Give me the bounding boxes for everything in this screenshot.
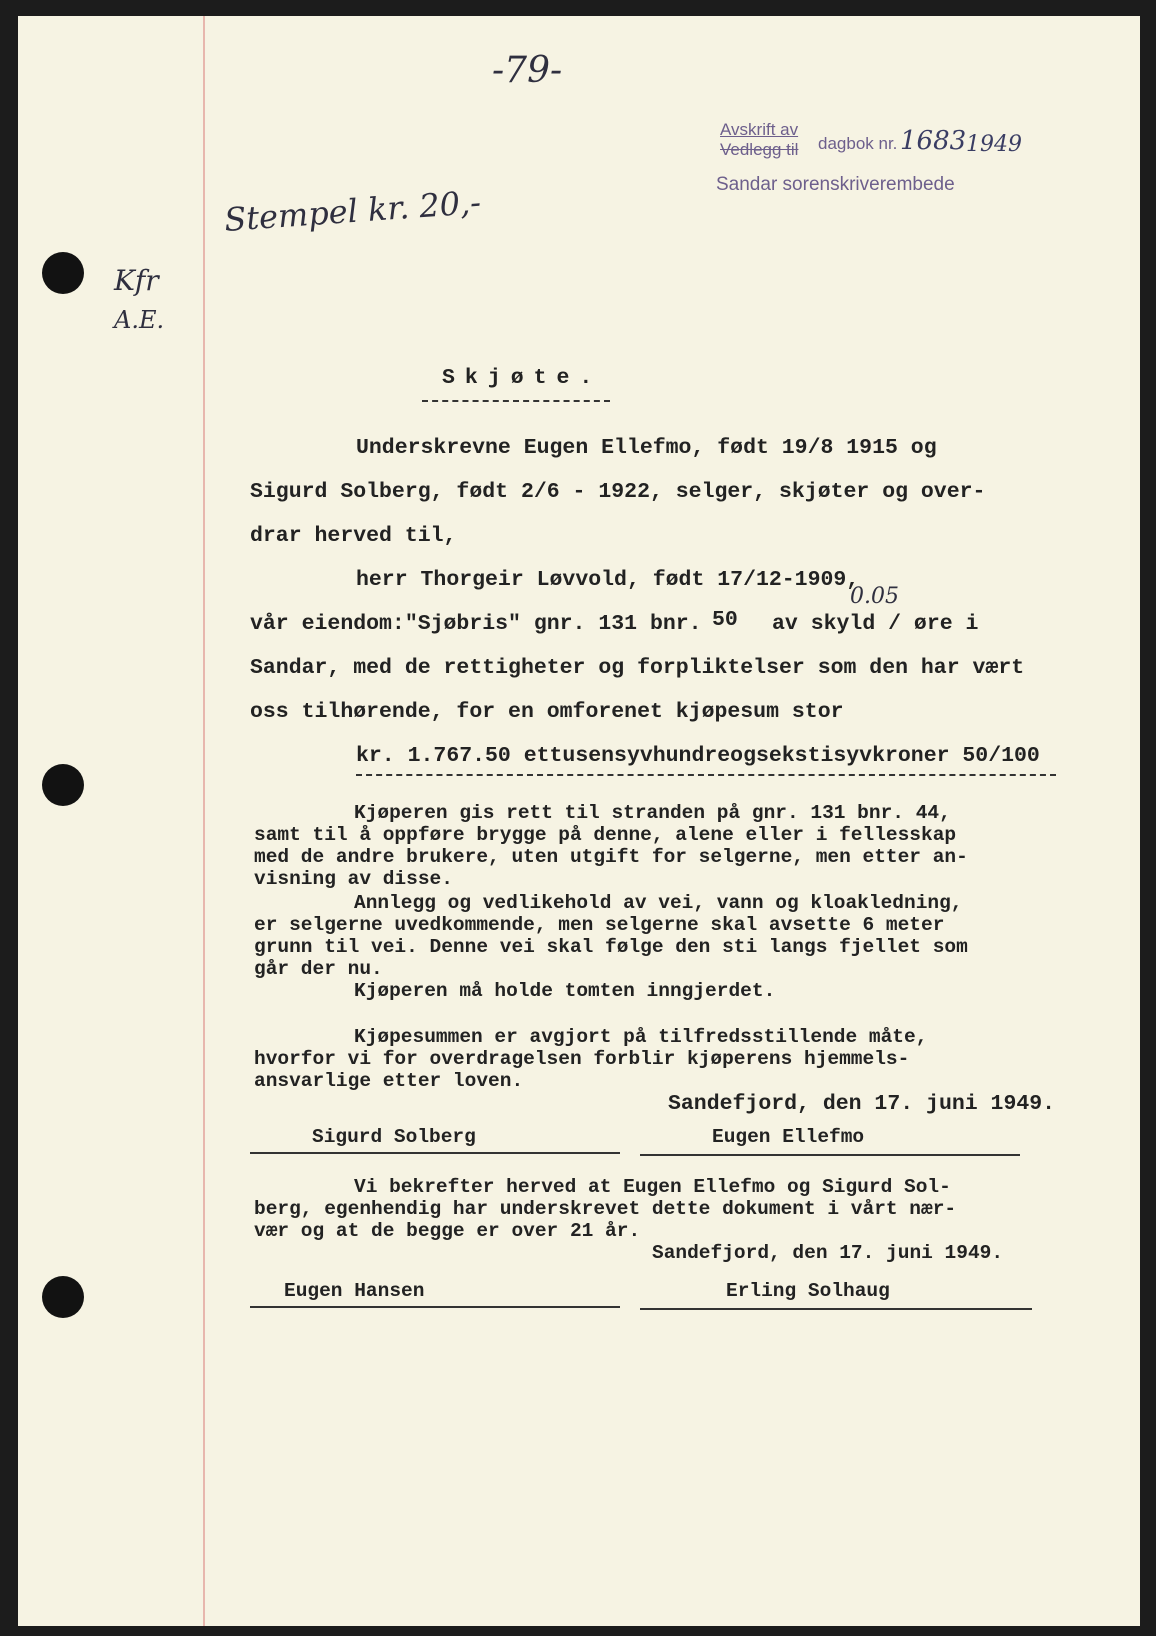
place-date: Sandefjord, den 17. juni 1949. [668,1092,1056,1116]
stamp-prefix-top: Avskrift av [720,120,799,139]
terms-line: Kjøpesummen er avgjort på tilfredsstillende måte, [354,1026,928,1048]
terms-line: Kjøperen må holde tomten inngjerdet. [354,980,776,1002]
terms-line: hvorfor vi for overdragelsen forblir kjøperens hjemmels- [254,1048,910,1070]
document-title: Skjøte. [442,366,603,390]
terms-line: ansvarlige etter loven. [254,1070,524,1092]
punch-hole [42,252,84,294]
terms-line: Annlegg og vedlikehold av vei, vann og kloakledning, [354,892,963,914]
stamp-label: dagbok nr. [818,134,898,153]
price-line: kr. 1.767.50 ettusensyvhundreogsekstisyvkroner 50/100 [356,744,1040,768]
terms-line: er selgerne uvedkommende, men selgerne skal avsette 6 meter [254,914,945,936]
body-line: drar herved til, [250,524,457,548]
journal-number: 1683 [900,126,967,156]
terms-line: Kjøperen gis rett til stranden på gnr. 131 bnr. 44, [354,802,951,824]
signature-line [640,1308,1032,1310]
signature-witness: Erling Solhaug [726,1280,890,1302]
body-line: Sigurd Solberg, født 2/6 - 1922, selger, skjøter og over- [250,480,986,504]
punch-hole [42,1276,84,1318]
body-line: Underskrevne Eugen Ellefmo, født 19/8 1915 og [356,436,937,460]
signature-line [250,1306,620,1308]
body-line: oss tilhørende, for en omforenet kjøpesum stor [250,700,844,724]
stamp-office: Sandar sorenskriverembede [716,174,955,195]
signature-seller: Eugen Ellefmo [712,1126,865,1148]
stamp-fee-note: Stempel kr. 20,- [222,183,483,239]
document-page [18,16,1140,1626]
margin-rule [203,16,205,1626]
margin-initials: A.E. [114,306,165,334]
terms-line: samt til å oppføre brygge på denne, alene eller i fellesskap [254,824,957,846]
price-underline [356,774,1056,776]
property-line: vår eiendom:"Sjøbris" gnr. 131 bnr. [250,612,702,636]
skyld-value: 0.05 [850,584,899,609]
witness-line: Vi bekrefter herved at Eugen Ellefmo og Sigurd Sol- [354,1176,951,1198]
witness-line: vær og at de begge er over 21 år. [254,1220,641,1242]
title-underline [422,400,610,402]
page-number: -79- [492,50,563,91]
buyer-line: herr Thorgeir Løvvold, født 17/12-1909, [356,568,860,592]
signature-witness: Eugen Hansen [284,1280,425,1302]
bnr-value: 50 [712,608,738,632]
punch-hole [42,764,84,806]
journal-year: 1949 [966,132,1022,157]
place-date: Sandefjord, den 17. juni 1949. [652,1242,1004,1264]
terms-line: grunn til vei. Denne vei skal følge den sti langs fjellet som [254,936,968,958]
margin-initials: Kfr [114,264,159,297]
witness-line: berg, egenhendig har underskrevet dette dokument i vårt nær- [254,1198,957,1220]
terms-line: med de andre brukere, uten utgift for selgerne, men etter an- [254,846,968,868]
signature-line [640,1154,1020,1156]
body-line: Sandar, med de rettigheter og forpliktelser som den har vært [250,656,1025,680]
terms-line: visning av disse. [254,868,453,890]
terms-line: går der nu. [254,958,383,980]
signature-seller: Sigurd Solberg [312,1126,476,1148]
signature-line [250,1152,620,1154]
property-line-end: av skyld / øre i [772,612,979,636]
stamp-prefix-bottom: Vedlegg til [720,140,799,159]
